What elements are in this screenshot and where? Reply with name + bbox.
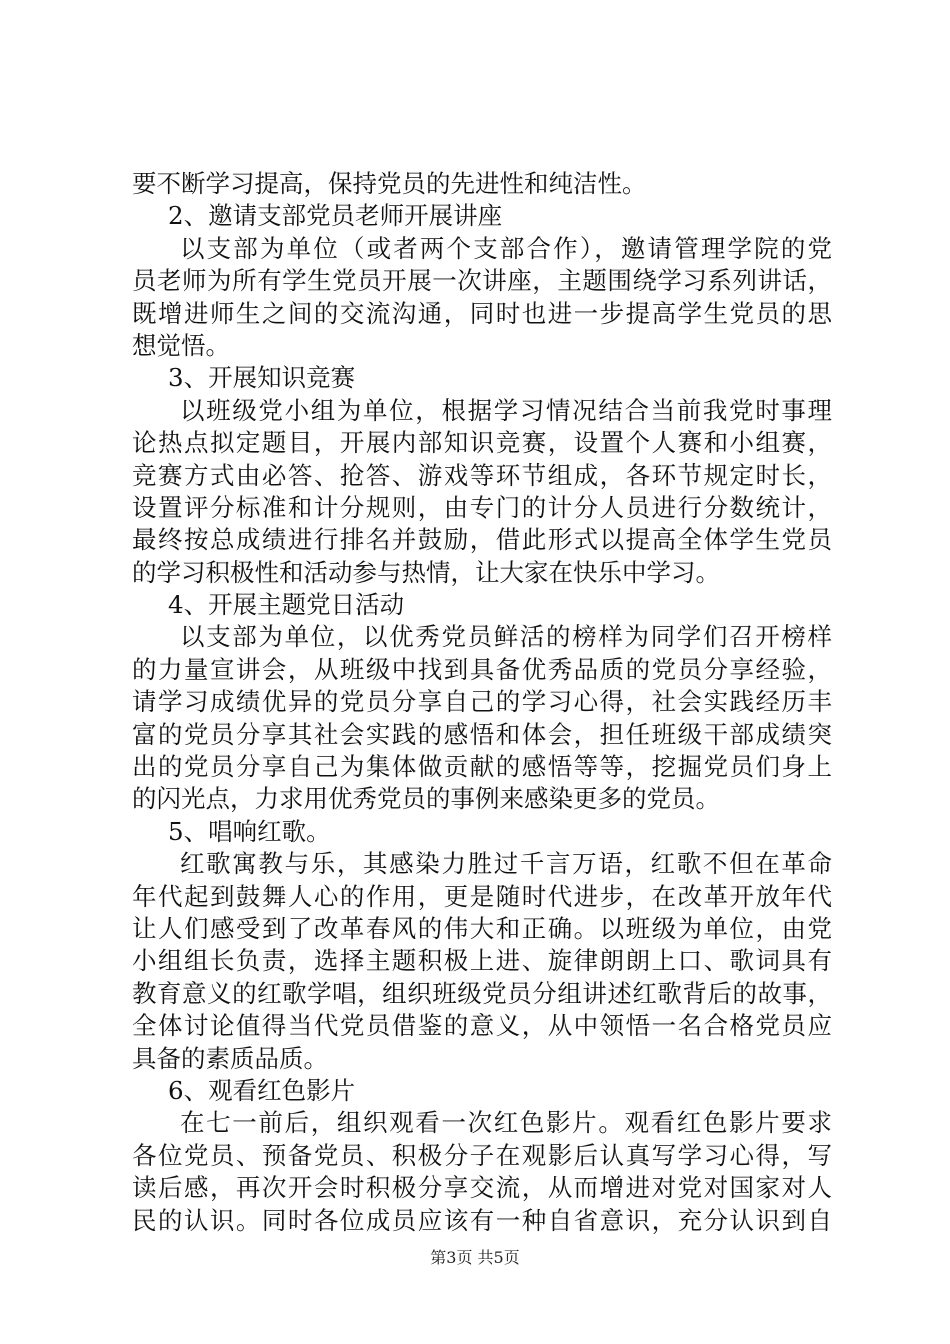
- text-line: 请学习成绩优异的党员分享自己的学习心得，社会实践经历丰: [132, 687, 832, 717]
- paragraph-first-line: 以支部为单位（或者两个支部合作），邀请管理学院的党: [180, 233, 832, 263]
- text-line: 设置评分标准和计分规则，由专门的计分人员进行分数统计，: [132, 492, 832, 522]
- text-line: 的力量宣讲会，从班级中找到具备优秀品质的党员分享经验，: [132, 654, 832, 684]
- text-line: 教育意义的红歌学唱，组织班级党员分组讲述红歌背后的故事，: [132, 978, 832, 1008]
- text-line: 的学习积极性和活动参与热情，让大家在快乐中学习。: [132, 557, 720, 587]
- section-heading: 2、邀请支部党员老师开展讲座: [168, 201, 503, 231]
- text-line: 全体讨论值得当代党员借鉴的意义，从中领悟一名合格党员应: [132, 1011, 832, 1041]
- text-line: 既增进师生之间的交流沟通，同时也进一步提高学生党员的思: [132, 298, 832, 328]
- text-line: 想觉悟。: [132, 330, 230, 360]
- page-number-footer: 第3页 共5页: [430, 1248, 520, 1267]
- text-line: 年代起到鼓舞人心的作用，更是随时代进步，在改革开放年代: [132, 881, 832, 911]
- text-line: 富的党员分享其社会实践的感悟和体会，担任班级干部成绩突: [132, 719, 832, 749]
- paragraph-first-line: 以班级党小组为单位，根据学习情况结合当前我党时事理: [180, 395, 832, 425]
- section-heading: 6、观看红色影片: [168, 1075, 356, 1105]
- text-line: 读后感，再次开会时积极分享交流，从而增进对党对国家对人: [132, 1173, 832, 1203]
- text-line: 小组组长负责，选择主题积极上进、旋律朗朗上口、歌词具有: [132, 946, 832, 976]
- text-line: 具备的素质品质。: [132, 1043, 328, 1073]
- paragraph-first-line: 以支部为单位，以优秀党员鲜活的榜样为同学们召开榜样: [180, 622, 832, 652]
- text-line: 的闪光点，力求用优秀党员的事例来感染更多的党员。: [132, 784, 720, 814]
- text-line: 最终按总成绩进行排名并鼓励，借此形式以提高全体学生党员: [132, 525, 832, 555]
- paragraph-first-line: 在七一前后，组织观看一次红色影片。观看红色影片要求: [180, 1108, 832, 1138]
- document-body: [132, 168, 832, 1237]
- section-heading: 5、唱响红歌。: [168, 816, 331, 846]
- section-heading: 4、开展主题党日活动: [168, 590, 405, 620]
- section-heading: 3、开展知识竞赛: [168, 363, 356, 393]
- text-line: 员老师为所有学生党员开展一次讲座，主题围绕学习系列讲话，: [132, 266, 832, 296]
- text-line: 各位党员、预备党员、积极分子在观影后认真写学习心得，写: [132, 1140, 832, 1170]
- text-line: 民的认识。同时各位成员应该有一种自省意识，充分认识到自: [132, 1205, 832, 1235]
- paragraph-first-line: 红歌寓教与乐，其感染力胜过千言万语，红歌不但在革命: [180, 849, 832, 879]
- text-line: 出的党员分享自己为集体做贡献的感悟等等，挖掘党员们身上: [132, 752, 832, 782]
- text-line: 让人们感受到了改革春风的伟大和正确。以班级为单位，由党: [132, 913, 832, 943]
- text-line: 要不断学习提高，保持党员的先进性和纯洁性。: [132, 169, 647, 198]
- text-line: 论热点拟定题目，开展内部知识竞赛，设置个人赛和小组赛，: [132, 428, 832, 458]
- text-line: 竞赛方式由必答、抢答、游戏等环节组成，各环节规定时长，: [132, 460, 832, 490]
